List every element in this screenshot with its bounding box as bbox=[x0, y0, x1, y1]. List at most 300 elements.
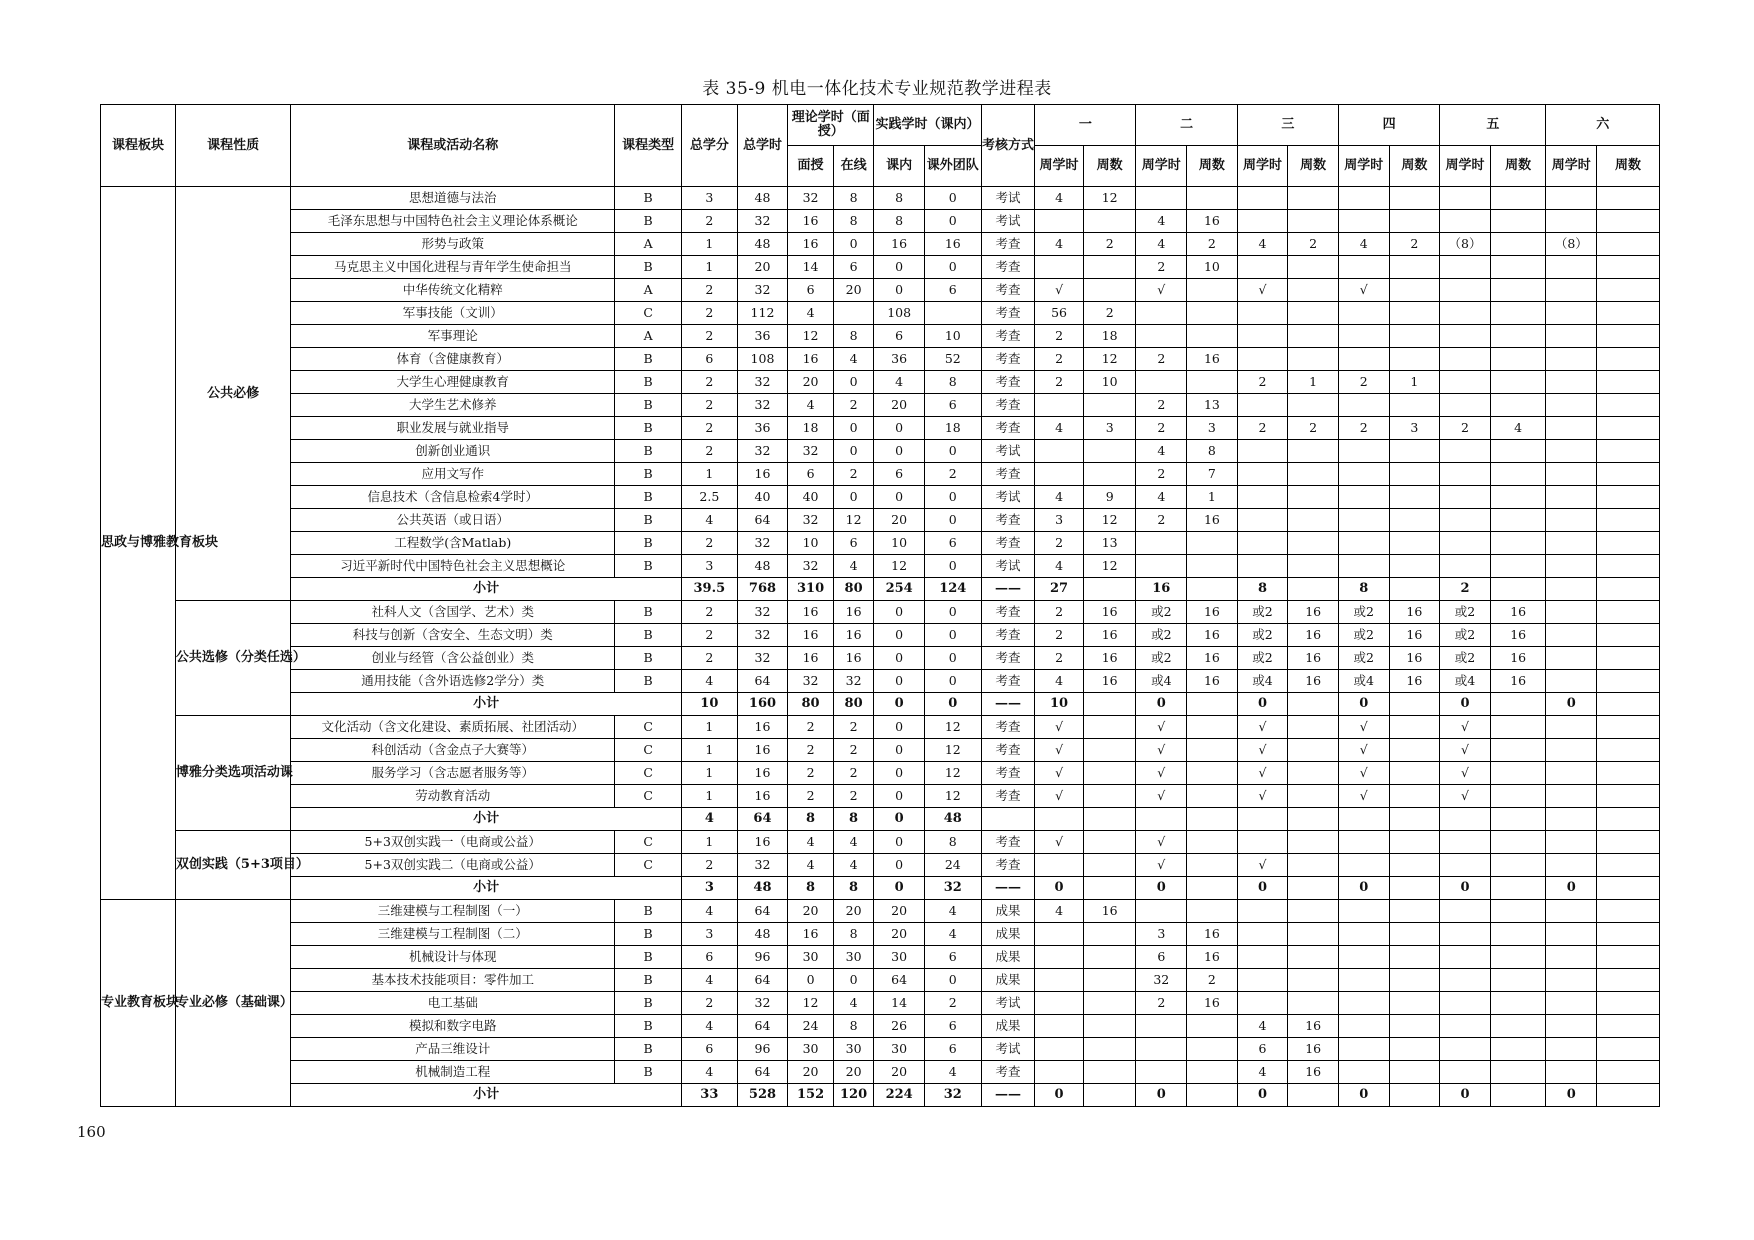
table-cell bbox=[1546, 486, 1597, 509]
teaching-schedule-table bbox=[100, 104, 1660, 1107]
table-cell bbox=[1187, 302, 1238, 325]
table-cell bbox=[1338, 969, 1389, 992]
table-cell bbox=[1136, 1038, 1187, 1061]
table-cell: 考查 bbox=[981, 532, 1035, 555]
subtotal-cell bbox=[1597, 877, 1660, 900]
table-cell: 14 bbox=[874, 992, 925, 1015]
table-cell: 0 bbox=[924, 486, 981, 509]
subtotal-cell: 0 bbox=[924, 693, 981, 716]
table-cell: 32 bbox=[737, 279, 788, 302]
table-row bbox=[101, 785, 1660, 808]
table-cell: 3 bbox=[1083, 417, 1136, 440]
table-cell: 0 bbox=[833, 371, 874, 394]
course-name-cell: 劳动教育活动 bbox=[291, 785, 615, 808]
table-cell: 16 bbox=[737, 785, 788, 808]
table-cell: 30 bbox=[833, 946, 874, 969]
table-cell bbox=[1237, 923, 1288, 946]
table-cell: 0 bbox=[874, 624, 925, 647]
table-cell: 64 bbox=[737, 1015, 788, 1038]
table-cell: B bbox=[615, 348, 682, 371]
table-cell: 20 bbox=[833, 279, 874, 302]
table-cell: 考查 bbox=[981, 647, 1035, 670]
table-cell: 16 bbox=[1490, 624, 1546, 647]
table-cell bbox=[1440, 302, 1491, 325]
table-cell: 成果 bbox=[981, 1015, 1035, 1038]
table-cell: √ bbox=[1440, 739, 1491, 762]
table-row bbox=[101, 348, 1660, 371]
table-cell bbox=[1035, 394, 1084, 417]
subtotal-label: 小计 bbox=[291, 808, 682, 831]
table-row bbox=[101, 762, 1660, 785]
table-cell: 或2 bbox=[1136, 624, 1187, 647]
table-cell bbox=[1389, 992, 1440, 1015]
subtotal-cell: 80 bbox=[833, 578, 874, 601]
table-cell: 2 bbox=[833, 394, 874, 417]
table-cell: 32 bbox=[1136, 969, 1187, 992]
table-cell: 16 bbox=[1288, 647, 1339, 670]
table-cell: 1 bbox=[682, 831, 738, 854]
table-cell bbox=[1187, 854, 1238, 877]
table-cell: 12 bbox=[1083, 509, 1136, 532]
table-cell: B bbox=[615, 256, 682, 279]
table-cell: 32 bbox=[788, 440, 834, 463]
table-row bbox=[101, 854, 1660, 877]
table-cell bbox=[1490, 233, 1546, 256]
table-cell: 4 bbox=[1035, 900, 1084, 923]
subtotal-cell: 0 bbox=[1440, 877, 1491, 900]
table-cell: 16 bbox=[1288, 624, 1339, 647]
table-cell bbox=[1597, 923, 1660, 946]
table-cell bbox=[1338, 348, 1389, 371]
subtotal-cell bbox=[1187, 578, 1238, 601]
table-cell: 16 bbox=[1083, 601, 1136, 624]
table-cell: 0 bbox=[924, 647, 981, 670]
table-cell bbox=[1597, 762, 1660, 785]
table-cell bbox=[1597, 509, 1660, 532]
table-row bbox=[101, 463, 1660, 486]
course-name-cell: 职业发展与就业指导 bbox=[291, 417, 615, 440]
subtotal-cell bbox=[981, 808, 1035, 831]
table-cell bbox=[1083, 969, 1136, 992]
subtotal-cell: 0 bbox=[1440, 693, 1491, 716]
header-name: 课程或活动名称 bbox=[291, 105, 615, 187]
table-cell: 或4 bbox=[1338, 670, 1389, 693]
table-cell bbox=[1083, 210, 1136, 233]
subtotal-row bbox=[101, 808, 1660, 831]
table-cell: 2 bbox=[682, 371, 738, 394]
table-cell bbox=[1187, 900, 1238, 923]
table-row bbox=[101, 509, 1660, 532]
table-cell: 12 bbox=[924, 739, 981, 762]
table-cell bbox=[1440, 1061, 1491, 1084]
table-cell bbox=[1490, 509, 1546, 532]
table-cell bbox=[1338, 256, 1389, 279]
table-cell bbox=[1389, 187, 1440, 210]
nature-cell: 专业必修（基础课） bbox=[175, 900, 290, 1107]
header-exam: 考核方式 bbox=[981, 105, 1035, 187]
table-cell: 2 bbox=[682, 601, 738, 624]
table-cell: 16 bbox=[1288, 670, 1339, 693]
table-cell bbox=[1083, 854, 1136, 877]
table-cell: 0 bbox=[833, 486, 874, 509]
table-cell bbox=[1597, 325, 1660, 348]
table-cell: 48 bbox=[737, 233, 788, 256]
table-cell: 16 bbox=[1490, 670, 1546, 693]
table-cell bbox=[1389, 762, 1440, 785]
table-cell: 4 bbox=[833, 555, 874, 578]
table-cell: 2 bbox=[1389, 233, 1440, 256]
table-cell: 或2 bbox=[1338, 601, 1389, 624]
table-cell: 16 bbox=[1187, 670, 1238, 693]
table-cell bbox=[1338, 440, 1389, 463]
table-cell: 或2 bbox=[1237, 601, 1288, 624]
table-cell: 30 bbox=[833, 1038, 874, 1061]
table-cell: 0 bbox=[924, 670, 981, 693]
table-cell: 26 bbox=[874, 1015, 925, 1038]
table-cell: 32 bbox=[737, 440, 788, 463]
subtotal-cell: 0 bbox=[1546, 693, 1597, 716]
subtotal-cell: 0 bbox=[874, 808, 925, 831]
subtotal-cell: 48 bbox=[924, 808, 981, 831]
table-cell bbox=[1389, 348, 1440, 371]
table-cell: 32 bbox=[833, 670, 874, 693]
table-cell: 或2 bbox=[1136, 601, 1187, 624]
table-cell: 0 bbox=[924, 256, 981, 279]
table-cell bbox=[1440, 555, 1491, 578]
table-cell bbox=[1338, 992, 1389, 1015]
table-cell: 64 bbox=[737, 900, 788, 923]
table-cell bbox=[1338, 394, 1389, 417]
table-cell bbox=[1338, 532, 1389, 555]
header-weeks: 周数 bbox=[1083, 146, 1136, 187]
table-cell: 16 bbox=[1389, 624, 1440, 647]
table-cell: 2 bbox=[1338, 371, 1389, 394]
table-cell bbox=[1546, 256, 1597, 279]
table-cell bbox=[1237, 532, 1288, 555]
table-cell bbox=[1440, 946, 1491, 969]
table-cell: 0 bbox=[924, 555, 981, 578]
table-cell bbox=[1288, 325, 1339, 348]
table-cell: C bbox=[615, 762, 682, 785]
table-cell: 8 bbox=[924, 831, 981, 854]
table-cell: B bbox=[615, 555, 682, 578]
table-cell: 16 bbox=[1288, 601, 1339, 624]
subtotal-cell bbox=[1187, 1084, 1238, 1107]
table-cell: 考试 bbox=[981, 1038, 1035, 1061]
table-cell bbox=[1490, 1015, 1546, 1038]
course-name-cell: 信息技术（含信息检索4学时） bbox=[291, 486, 615, 509]
table-cell: 2 bbox=[682, 624, 738, 647]
subtotal-cell bbox=[1083, 808, 1136, 831]
table-cell: 或2 bbox=[1237, 647, 1288, 670]
table-cell: 2 bbox=[833, 739, 874, 762]
table-cell: 1 bbox=[682, 785, 738, 808]
table-cell bbox=[1440, 486, 1491, 509]
table-cell bbox=[1440, 440, 1491, 463]
table-cell bbox=[1237, 187, 1288, 210]
table-cell bbox=[1597, 555, 1660, 578]
table-cell bbox=[1597, 187, 1660, 210]
table-cell: 考查 bbox=[981, 670, 1035, 693]
table-cell: 20 bbox=[788, 900, 834, 923]
table-cell: C bbox=[615, 854, 682, 877]
table-row bbox=[101, 739, 1660, 762]
table-cell: 52 bbox=[924, 348, 981, 371]
table-cell: 20 bbox=[833, 1061, 874, 1084]
table-cell bbox=[1597, 279, 1660, 302]
table-cell: 0 bbox=[833, 969, 874, 992]
header-weeks: 周数 bbox=[1187, 146, 1238, 187]
table-cell: 2 bbox=[1136, 509, 1187, 532]
table-cell bbox=[1338, 900, 1389, 923]
table-cell: 考查 bbox=[981, 348, 1035, 371]
table-cell: 18 bbox=[924, 417, 981, 440]
table-cell: 20 bbox=[874, 900, 925, 923]
table-cell: 或2 bbox=[1136, 647, 1187, 670]
table-cell: 16 bbox=[1389, 647, 1440, 670]
table-cell: 36 bbox=[737, 325, 788, 348]
table-cell: 4 bbox=[1338, 233, 1389, 256]
table-cell: 考查 bbox=[981, 831, 1035, 854]
subtotal-cell: 80 bbox=[788, 693, 834, 716]
table-cell: √ bbox=[1035, 785, 1084, 808]
course-name-cell: 产品三维设计 bbox=[291, 1038, 615, 1061]
table-cell: √ bbox=[1237, 739, 1288, 762]
table-cell bbox=[1389, 923, 1440, 946]
table-cell bbox=[1187, 325, 1238, 348]
subtotal-cell: —— bbox=[981, 578, 1035, 601]
table-cell: 2 bbox=[1035, 348, 1084, 371]
table-row bbox=[101, 601, 1660, 624]
table-cell bbox=[1288, 946, 1339, 969]
table-cell bbox=[1083, 992, 1136, 1015]
table-cell: 16 bbox=[788, 601, 834, 624]
table-cell bbox=[1035, 946, 1084, 969]
table-cell bbox=[1338, 486, 1389, 509]
table-cell: 0 bbox=[874, 762, 925, 785]
subtotal-cell: 124 bbox=[924, 578, 981, 601]
table-cell: 108 bbox=[737, 348, 788, 371]
table-cell: 112 bbox=[737, 302, 788, 325]
table-cell: 10 bbox=[924, 325, 981, 348]
table-cell bbox=[833, 302, 874, 325]
subtotal-cell: 254 bbox=[874, 578, 925, 601]
table-cell bbox=[1597, 946, 1660, 969]
table-cell: 20 bbox=[737, 256, 788, 279]
subtotal-cell bbox=[1083, 578, 1136, 601]
table-cell: 18 bbox=[1083, 325, 1136, 348]
table-row bbox=[101, 1038, 1660, 1061]
table-cell: 10 bbox=[1187, 256, 1238, 279]
table-cell: 2 bbox=[682, 325, 738, 348]
header-semester-5: 五 bbox=[1440, 105, 1546, 146]
table-row bbox=[101, 647, 1660, 670]
subtotal-row bbox=[101, 877, 1660, 900]
table-cell: 2 bbox=[833, 716, 874, 739]
table-cell: C bbox=[615, 831, 682, 854]
table-cell: √ bbox=[1035, 279, 1084, 302]
subtotal-cell: 0 bbox=[1035, 877, 1084, 900]
table-cell: 2 bbox=[682, 394, 738, 417]
table-cell: 考查 bbox=[981, 739, 1035, 762]
table-cell: 考查 bbox=[981, 463, 1035, 486]
table-cell bbox=[1187, 785, 1238, 808]
table-cell bbox=[1035, 1015, 1084, 1038]
table-cell: 12 bbox=[833, 509, 874, 532]
table-cell: 3 bbox=[1136, 923, 1187, 946]
table-cell bbox=[1440, 1038, 1491, 1061]
header-theory-online: 在线 bbox=[833, 146, 874, 187]
table-cell: 16 bbox=[1389, 601, 1440, 624]
table-cell: 16 bbox=[1187, 210, 1238, 233]
header-semester-1: 一 bbox=[1035, 105, 1136, 146]
course-name-cell: 军事技能（文训） bbox=[291, 302, 615, 325]
table-cell: 13 bbox=[1187, 394, 1238, 417]
table-cell: C bbox=[615, 739, 682, 762]
table-cell bbox=[1237, 969, 1288, 992]
table-cell bbox=[1597, 302, 1660, 325]
table-cell: 考查 bbox=[981, 785, 1035, 808]
subtotal-cell: 4 bbox=[682, 808, 738, 831]
table-cell: 12 bbox=[924, 716, 981, 739]
table-cell: B bbox=[615, 992, 682, 1015]
table-cell bbox=[1187, 1015, 1238, 1038]
subtotal-cell: 2 bbox=[1440, 578, 1491, 601]
table-cell: 30 bbox=[788, 1038, 834, 1061]
table-cell bbox=[1490, 555, 1546, 578]
table-cell: 12 bbox=[874, 555, 925, 578]
table-cell: 96 bbox=[737, 1038, 788, 1061]
table-cell bbox=[1237, 440, 1288, 463]
table-cell: B bbox=[615, 670, 682, 693]
header-module: 课程板块 bbox=[101, 105, 176, 187]
course-name-cell: 应用文写作 bbox=[291, 463, 615, 486]
table-cell bbox=[1288, 555, 1339, 578]
table-cell: 成果 bbox=[981, 923, 1035, 946]
table-cell bbox=[1035, 969, 1084, 992]
subtotal-cell: 0 bbox=[1338, 877, 1389, 900]
table-cell: 4 bbox=[788, 854, 834, 877]
table-cell: √ bbox=[1237, 762, 1288, 785]
subtotal-cell bbox=[1490, 877, 1546, 900]
table-cell bbox=[1490, 440, 1546, 463]
table-cell bbox=[1490, 394, 1546, 417]
table-cell: 2 bbox=[788, 785, 834, 808]
table-cell: 30 bbox=[788, 946, 834, 969]
subtotal-cell: 8 bbox=[1338, 578, 1389, 601]
table-cell: 6 bbox=[924, 279, 981, 302]
subtotal-cell: 152 bbox=[788, 1084, 834, 1107]
table-cell bbox=[1035, 992, 1084, 1015]
subtotal-cell: 10 bbox=[682, 693, 738, 716]
table-cell bbox=[1083, 1015, 1136, 1038]
table-cell: 36 bbox=[737, 417, 788, 440]
table-cell: 64 bbox=[737, 1061, 788, 1084]
table-cell: B bbox=[615, 647, 682, 670]
table-cell: 2 bbox=[682, 992, 738, 1015]
table-cell: 2 bbox=[788, 739, 834, 762]
course-name-cell: 军事理论 bbox=[291, 325, 615, 348]
header-weekly-hours: 周学时 bbox=[1440, 146, 1491, 187]
table-cell: 2 bbox=[924, 463, 981, 486]
table-cell: 16 bbox=[1389, 670, 1440, 693]
table-cell bbox=[1597, 463, 1660, 486]
table-cell bbox=[1338, 1015, 1389, 1038]
table-cell: 4 bbox=[682, 670, 738, 693]
subtotal-cell bbox=[1490, 1084, 1546, 1107]
table-cell bbox=[1237, 831, 1288, 854]
table-cell: 2 bbox=[1187, 969, 1238, 992]
table-cell: 或2 bbox=[1440, 601, 1491, 624]
table-cell bbox=[1187, 1061, 1238, 1084]
table-cell: 16 bbox=[1187, 601, 1238, 624]
table-cell bbox=[1237, 486, 1288, 509]
table-cell bbox=[1546, 532, 1597, 555]
table-cell bbox=[1490, 831, 1546, 854]
table-cell: 2 bbox=[1136, 417, 1187, 440]
table-cell: 48 bbox=[737, 187, 788, 210]
table-cell bbox=[1440, 854, 1491, 877]
table-cell: 6 bbox=[924, 946, 981, 969]
table-cell: B bbox=[615, 210, 682, 233]
course-name-cell: 工程数学(含Matlab) bbox=[291, 532, 615, 555]
table-cell bbox=[1288, 785, 1339, 808]
table-cell: 2 bbox=[1288, 417, 1339, 440]
header-weeks: 周数 bbox=[1490, 146, 1546, 187]
table-cell bbox=[1440, 279, 1491, 302]
course-name-cell: 5+3双创实践一（电商或公益） bbox=[291, 831, 615, 854]
header-weekly-hours: 周学时 bbox=[1338, 146, 1389, 187]
table-cell: 40 bbox=[788, 486, 834, 509]
table-cell bbox=[1288, 831, 1339, 854]
table-cell: 4 bbox=[682, 1061, 738, 1084]
table-cell bbox=[1136, 1061, 1187, 1084]
table-cell: 4 bbox=[1035, 417, 1084, 440]
table-cell: 6 bbox=[833, 256, 874, 279]
table-cell: B bbox=[615, 394, 682, 417]
table-cell bbox=[1237, 210, 1288, 233]
table-cell: 0 bbox=[874, 440, 925, 463]
table-cell bbox=[1597, 1061, 1660, 1084]
table-cell: 16 bbox=[788, 647, 834, 670]
table-cell bbox=[1288, 348, 1339, 371]
table-cell: √ bbox=[1440, 785, 1491, 808]
table-cell bbox=[924, 302, 981, 325]
table-cell bbox=[1237, 348, 1288, 371]
table-cell bbox=[1546, 348, 1597, 371]
table-cell bbox=[1083, 279, 1136, 302]
header-nature: 课程性质 bbox=[175, 105, 290, 187]
table-cell: 8 bbox=[874, 187, 925, 210]
course-name-cell: 5+3双创实践二（电商或公益） bbox=[291, 854, 615, 877]
table-cell bbox=[1546, 210, 1597, 233]
subtotal-cell bbox=[1389, 1084, 1440, 1107]
subtotal-cell: 27 bbox=[1035, 578, 1084, 601]
table-cell bbox=[1338, 946, 1389, 969]
table-cell bbox=[1440, 900, 1491, 923]
table-cell bbox=[1136, 325, 1187, 348]
subtotal-cell: 48 bbox=[737, 877, 788, 900]
table-cell: 1 bbox=[1288, 371, 1339, 394]
subtotal-cell: 33 bbox=[682, 1084, 738, 1107]
table-cell bbox=[1338, 555, 1389, 578]
table-cell bbox=[1237, 992, 1288, 1015]
table-cell bbox=[1288, 256, 1339, 279]
table-cell: √ bbox=[1035, 716, 1084, 739]
subtotal-cell bbox=[1187, 877, 1238, 900]
table-cell: 8 bbox=[833, 1015, 874, 1038]
table-cell bbox=[1389, 463, 1440, 486]
